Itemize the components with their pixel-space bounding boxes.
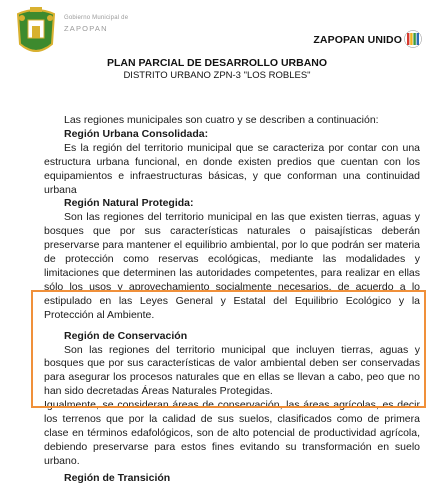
section-paragraph: Son las regiones del territorio municipal que incluyen tierras, aguas y bosques que por sus características de valor ambiental deben ser conservadas para asegurar los procesos naturales que en ellas se llevan a cabo, peo que no han sido decretadas Áreas Naturales Protegidas.: [44, 343, 420, 398]
section-paragraph: Son las regiones del territorio municipal en las que existen tierras, aguas y bosques que por sus características naturales o paisajísticas deberán preservarse para mantener el equilibrio ambiental, por lo que podrán ser materia de protección como reservas ecológicas, mediante las modalidades y limitaciones que determinen las autoridades competentes, para realizar en ellas sólo los usos y aprovechamiento socialmente necesarios, de acuerdo a lo estipulado en las Leyes General y Estatal del Equilibrio Ecológico y la Protección al Ambiente.: [44, 211, 420, 321]
document-title: PLAN PARCIAL DE DESARROLLO URBANO: [106, 57, 328, 69]
document-subtitle: DISTRITO URBANO ZPN-3 "LOS ROBLES": [123, 70, 311, 81]
section-heading: Región Natural Protegida:: [64, 197, 194, 210]
document-header: [0, 0, 434, 81]
section-heading: Región de Conservación: [64, 329, 188, 342]
municipality-label: Gobierno Municipal de: [64, 15, 129, 21]
section-paragraph: Es la región del territorio municipal que se caracteriza por contar con una estructura urbana funcional, en donde existen predios que cuentan con los equipamientos e infraestructuras básicas, y que conforman una continuidad urbana: [44, 141, 420, 196]
document-body: [44, 114, 420, 486]
section-heading: Región de Transición: [64, 471, 171, 484]
intro-paragraph: Las regiones municipales son cuatro y se describen a continuación:: [64, 114, 379, 126]
section-heading: Región Urbana Consolidada:: [64, 127, 209, 140]
section-paragraph: Igualmente, se consideran áreas de conservación, las áreas agrícolas, es decir los terrenos que por la calidad de sus suelos, clasificados como de primera clase en términos edafológicos, son de alto potencial de productividad agrícola, debiendo preservarse para estos fines evitando su transformación en suelo urbano.: [44, 399, 420, 467]
municipality-name: ZAPOPAN: [64, 24, 108, 33]
municipal-seal-icon: [12, 4, 60, 60]
document-title-block: [0, 56, 434, 82]
zapopan-unido-logo-icon: [404, 30, 422, 48]
administration-slogan: ZAPOPAN UNIDO: [313, 34, 402, 46]
